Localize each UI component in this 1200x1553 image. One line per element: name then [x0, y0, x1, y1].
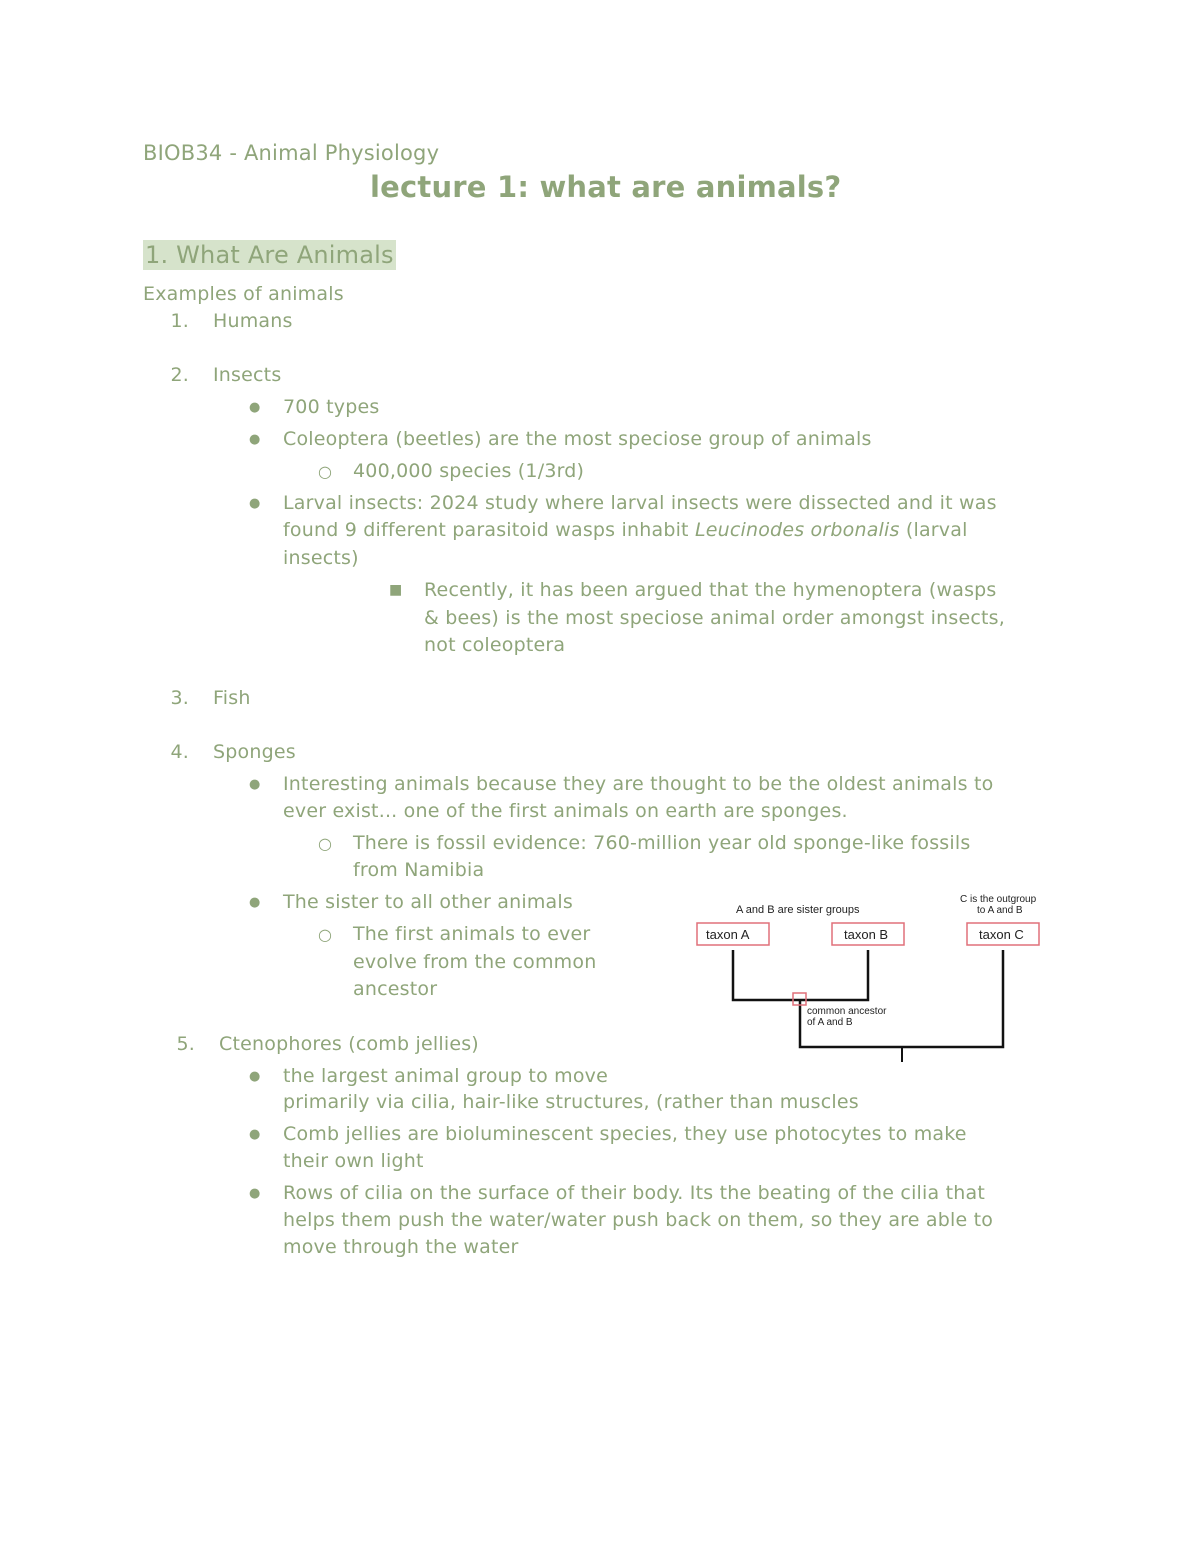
- list-bullet: Coleoptera (beetles) are the most speciose group of animals: [283, 428, 872, 450]
- outgroup-branch: [800, 950, 1003, 1047]
- bullet-icon: ●: [249, 1127, 261, 1142]
- list-bullet: The sister to all other animals: [283, 891, 573, 913]
- list-number: 5.: [176, 1033, 195, 1055]
- taxon-b-label: taxon B: [844, 927, 889, 942]
- taxon-c-label: taxon C: [979, 927, 1024, 942]
- list-sub-bullet: There is fossil evidence: 760-million year old sponge-like fossils: [353, 832, 971, 854]
- lecture-title: lecture 1: what are animals?: [370, 170, 842, 204]
- bullet-icon: ●: [249, 895, 261, 910]
- intro-text: Examples of animals: [143, 283, 344, 305]
- list-bullet: Interesting animals because they are thought to be the oldest animals to: [283, 773, 994, 795]
- list-sub-bullet: Recently, it has been argued that the hymenoptera (wasps: [424, 579, 997, 601]
- bullet-icon: ●: [249, 1069, 261, 1084]
- list-bullet-line: their own light: [283, 1150, 424, 1172]
- outgroup-label-line2: to A and B: [977, 905, 1023, 916]
- list-number: 1.: [170, 310, 189, 332]
- list-bullet-line: [283, 517, 968, 544]
- list-bullet-line: move through the water: [283, 1236, 519, 1258]
- bullet-icon: ●: [249, 777, 261, 792]
- species-name: Leucinodes orbonalis: [694, 519, 900, 541]
- circle-bullet-icon: ○: [318, 462, 333, 481]
- list-bullet-line: helps them push the water/water push back on them, so they are able to: [283, 1209, 994, 1231]
- bullet-icon: ●: [249, 400, 261, 415]
- list-number: 3.: [170, 687, 189, 709]
- list-sub-bullet: 400,000 species (1/3rd): [353, 460, 585, 482]
- text-run: (larval: [899, 519, 968, 541]
- circle-bullet-icon: ○: [318, 925, 333, 944]
- list-number: 4.: [170, 741, 189, 763]
- list-sub-bullet: The first animals to ever: [353, 923, 591, 945]
- circle-bullet-icon: ○: [318, 834, 333, 853]
- ancestor-label: common ancestor: [807, 1006, 887, 1017]
- square-bullet-icon: ■: [389, 582, 403, 598]
- bullet-icon: ●: [249, 496, 261, 511]
- list-bullet: Larval insects: 2024 study where larval insects were dissected and it was: [283, 492, 997, 514]
- ancestor-label-line2: of A and B: [807, 1017, 853, 1028]
- outgroup-label: C is the outgroup: [960, 894, 1037, 905]
- list-bullet: the largest animal group to move: [283, 1065, 608, 1087]
- list-bullet-line: primarily via cilia, hair-like structures, (rather than muscles: [283, 1091, 859, 1113]
- list-sub-bullet-line: ancestor: [353, 978, 438, 1000]
- list-bullet: Rows of cilia on the surface of their body. Its the beating of the cilia that: [283, 1182, 985, 1204]
- bullet-icon: ●: [249, 1186, 261, 1201]
- list-item-fish: Fish: [213, 687, 251, 709]
- text-run: found 9 different parasitoid wasps inhabit: [283, 519, 695, 541]
- taxon-a-label: taxon A: [706, 927, 750, 942]
- section-heading: 1. What Are Animals: [145, 241, 394, 269]
- list-item-ctenophores: Ctenophores (comb jellies): [219, 1033, 479, 1055]
- list-bullet-line: insects): [283, 547, 359, 569]
- bullet-icon: ●: [249, 432, 261, 447]
- list-item-humans: Humans: [213, 310, 293, 332]
- list-bullet: 700 types: [283, 396, 380, 418]
- list-bullet: Comb jellies are bioluminescent species, they use photocytes to make: [283, 1123, 967, 1145]
- list-item-insects: Insects: [213, 364, 282, 386]
- list-bullet-line: ever exist... one of the first animals on earth are sponges.: [283, 800, 848, 822]
- sister-groups-label: A and B are sister groups: [736, 904, 860, 916]
- list-sub-bullet-line: not coleoptera: [424, 634, 566, 656]
- list-sub-bullet-line: evolve from the common: [353, 951, 597, 973]
- list-item-sponges: Sponges: [213, 741, 296, 763]
- list-sub-bullet-line: from Namibia: [353, 859, 485, 881]
- list-sub-bullet-line: & bees) is the most speciose animal order amongst insects,: [424, 607, 1005, 629]
- phylogeny-diagram: [690, 888, 1050, 1068]
- list-number: 2.: [170, 364, 189, 386]
- course-title: BIOB34 - Animal Physiology: [143, 141, 440, 165]
